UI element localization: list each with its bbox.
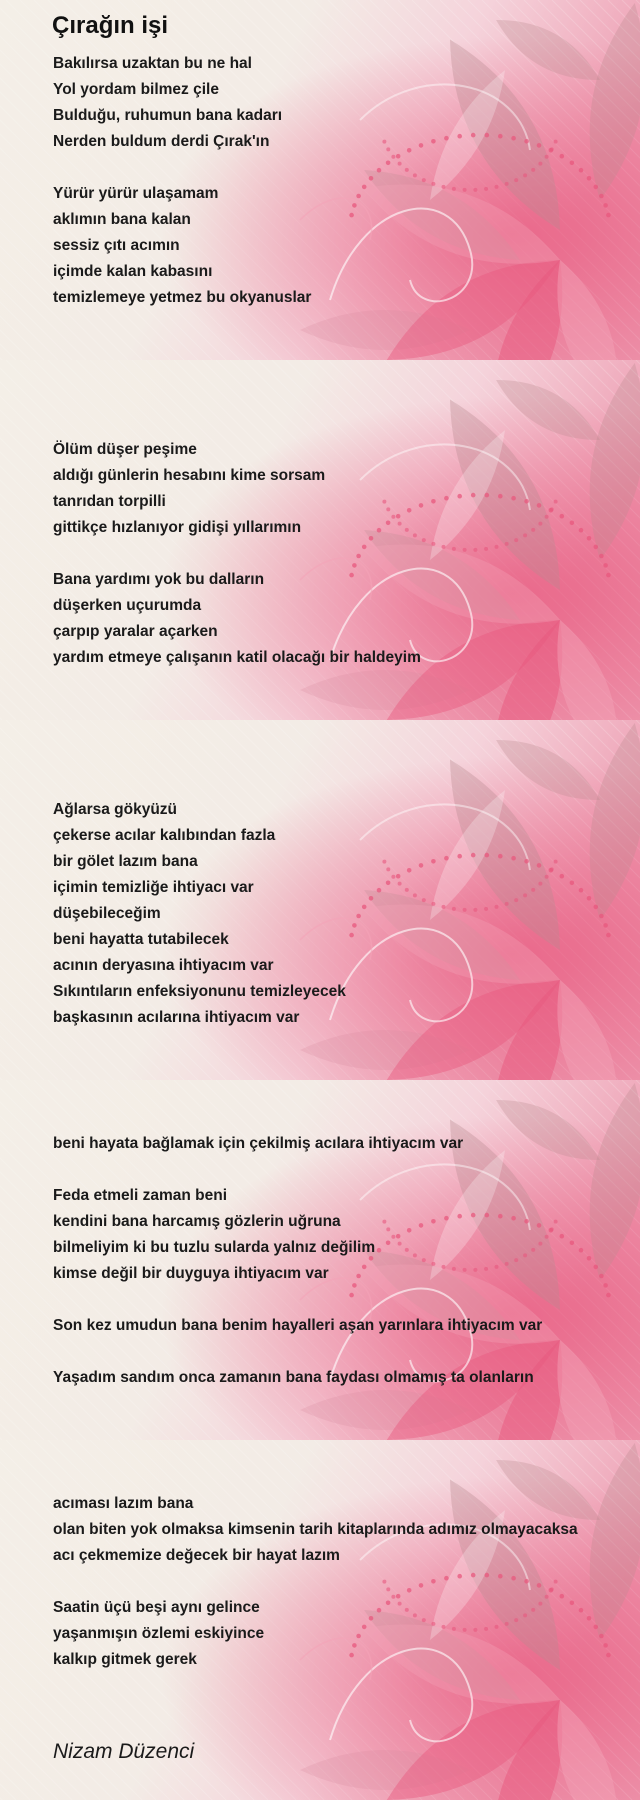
poem-line: başkasının acılarına ihtiyacım var bbox=[53, 1009, 300, 1026]
poem-line: düşerken uçurumda bbox=[53, 597, 202, 614]
poem-line: içimde kalan kabasını bbox=[53, 263, 213, 280]
poem-line: Bakılırsa uzaktan bu ne hal bbox=[53, 55, 252, 72]
poem-author: Nizam Düzenci bbox=[53, 1740, 195, 1763]
poem-line: yardım etmeye çalışanın katil olacağı bir haldeyim bbox=[53, 649, 421, 666]
poem-line: kalkıp gitmek gerek bbox=[53, 1651, 197, 1668]
poem-line: içimin temizliğe ihtiyacı var bbox=[53, 879, 254, 896]
poem-line: Bulduğu, ruhumun bana kadarı bbox=[53, 107, 283, 124]
poem-line: Yürür yürür ulaşamam bbox=[53, 185, 219, 202]
poem-line: Bana yardımı yok bu dalların bbox=[53, 571, 265, 588]
poem-line: bir gölet lazım bana bbox=[53, 853, 198, 870]
poem-line: olan biten yok olmaksa kimsenin tarih kitaplarında adımız olmayacaksa bbox=[53, 1521, 578, 1538]
poem-line: kendini bana harcamış gözlerin uğruna bbox=[53, 1213, 341, 1230]
poem-line: Ağlarsa gökyüzü bbox=[53, 801, 178, 818]
poem-line: Saatin üçü beşi aynı gelince bbox=[53, 1599, 260, 1616]
poem-line: acı çekmemize değecek bir hayat lazım bbox=[53, 1547, 340, 1564]
poem-line: Feda etmeli zaman beni bbox=[53, 1187, 227, 1204]
poem-line: beni hayatta tutabilecek bbox=[53, 931, 229, 948]
poem-line: düşebileceğim bbox=[53, 905, 161, 922]
poem-line: Nerden buldum derdi Çırak'ın bbox=[53, 133, 270, 150]
poem-line: kimse değil bir duyguya ihtiyacım var bbox=[53, 1265, 329, 1282]
poem-line: Son kez umudun bana benim hayalleri aşan yarınlara ihtiyacım var bbox=[53, 1317, 543, 1334]
poem-line: acıması lazım bana bbox=[53, 1495, 194, 1512]
poem-line: bilmeliyim ki bu tuzlu sularda yalnız değilim bbox=[53, 1239, 376, 1256]
poem-line: Yaşadım sandım onca zamanın bana faydası olmamış ta olanların bbox=[53, 1369, 534, 1386]
poem-line: aklımın bana kalan bbox=[53, 211, 191, 228]
poem-title: Çırağın işi bbox=[52, 12, 169, 39]
poem-line: çarpıp yaralar açarken bbox=[53, 623, 218, 640]
poem-line: çekerse acılar kalıbından fazla bbox=[53, 827, 276, 844]
poem-line: tanrıdan torpilli bbox=[53, 493, 166, 510]
poem-line: temizlemeye yetmez bu okyanuslar bbox=[53, 289, 312, 306]
poem-line: Yol yordam bilmez çile bbox=[53, 81, 219, 98]
poem-line: Sıkıntıların enfeksiyonunu temizleyecek bbox=[53, 983, 346, 1000]
poem-line: yaşanmışın özlemi eskiyince bbox=[53, 1625, 265, 1642]
poem-line: aldığı günlerin hesabını kime sorsam bbox=[53, 467, 326, 484]
poem-line: beni hayata bağlamak için çekilmiş acılara ihtiyacım var bbox=[53, 1135, 464, 1152]
poem-line: sessiz çıtı acımın bbox=[53, 237, 180, 254]
poem-line: acının deryasına ihtiyacım var bbox=[53, 957, 274, 974]
poem-line: gittikçe hızlanıyor gidişi yıllarımın bbox=[53, 519, 302, 536]
poem-line: Ölüm düşer peşime bbox=[53, 441, 197, 458]
